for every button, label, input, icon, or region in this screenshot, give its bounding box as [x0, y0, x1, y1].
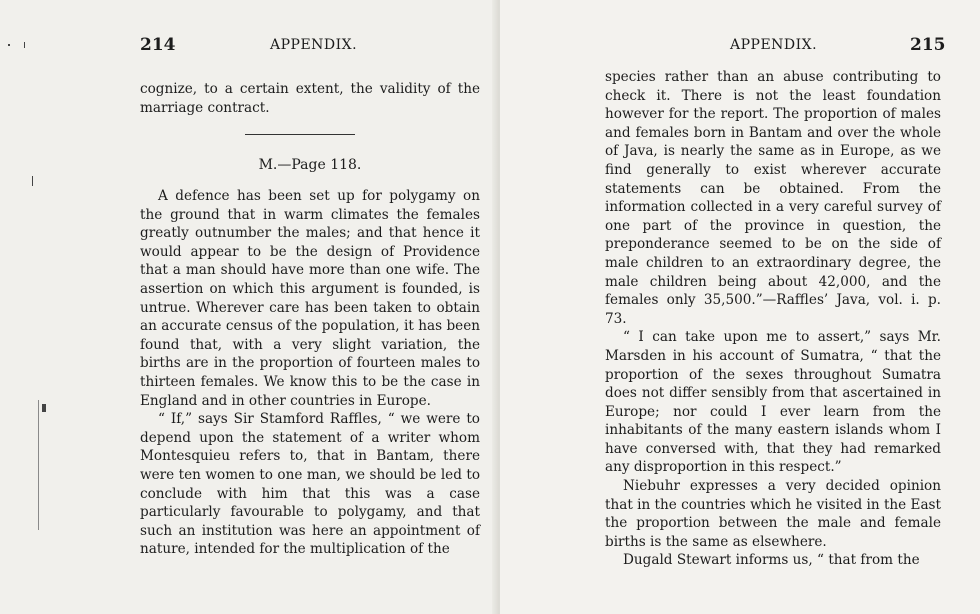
paragraph-dugald-stewart: Dugald Stewart informs us, “ that from the — [623, 552, 920, 569]
scan-speck — [8, 44, 10, 46]
carryover-text: cognize, to a certain extent, the validity of the marriage contract. — [140, 81, 480, 116]
running-head-right: APPENDIX. — [730, 37, 818, 53]
scan-speck — [42, 404, 46, 412]
page-number-right: 215 — [910, 35, 946, 55]
scan-speck — [24, 42, 25, 48]
paragraph-raffles-quote: “ If,” says Sir Stamford Raffles, “ we were to depend upon the statement of a writer whom Montesquieu refers to, that in Bantam, there were ten women to one man, we should be led to conclude with him that this was a case particularly favourable to polygamy, and that such an institution was here an appointment of nature, intended for the multiplication of the — [140, 411, 480, 558]
section-heading: M.—Page 118. — [258, 157, 362, 173]
scan-speck — [32, 176, 33, 186]
paragraph-polygamy-defence: A defence has been set up for polygamy on the ground that in warm climates the females greatly outnumber the males; and that hence it would appear to be the design of Providence that a man should have more than one wife. The assertion on which this argument is founded, is untrue. Wherever care has been taken to obtain an accurate census of the population, it has been found that, with a very slight variation, the births are in the proportion of fourteen males to thirteen females. We know this to be the case in England and in other countries in Europe. — [140, 188, 480, 409]
paragraph-bantam-java: species rather than an abuse contributing to check it. There is not the least foundation however for the report. The proportion of males and females born in Bantam and over the whole of Java, is nearly the same as in Europe, as we find generally to exist wherever accurate statements can be obtained. From the information collected in a very careful survey of one part of the province in question, the preponderance seemed to be on the side of male children to an extraordinary degree, the male children being about 42,000, and the females only 35,500.”—Raffles’ Java, vol. i. p. 73. — [605, 69, 941, 327]
left-body — [140, 187, 480, 559]
paragraph-marsden-quote: “ I can take upon me to assert,” says Mr. Marsden in his account of Sumatra, “ that the proportion of the sexes throughout Sumatra does not differ sensibly from that ascertained in Europe; nor could I ever learn from the inhabitants of the many eastern islands whom I have conversed with, that they had remarked any disproportion in this respect.” — [605, 329, 941, 476]
right-page — [500, 0, 980, 614]
paragraph-niebuhr: Niebuhr expresses a very decided opinion that in the countries which he visited in the East the proportion between the male and female births is the same as elsewhere. — [605, 478, 941, 550]
running-head-left: APPENDIX. — [270, 37, 358, 53]
section-divider-rule — [245, 134, 355, 135]
right-body — [605, 68, 941, 570]
page-number-left: 214 — [140, 35, 176, 55]
binding-edge-line — [38, 400, 39, 530]
carryover-paragraph — [140, 80, 480, 117]
